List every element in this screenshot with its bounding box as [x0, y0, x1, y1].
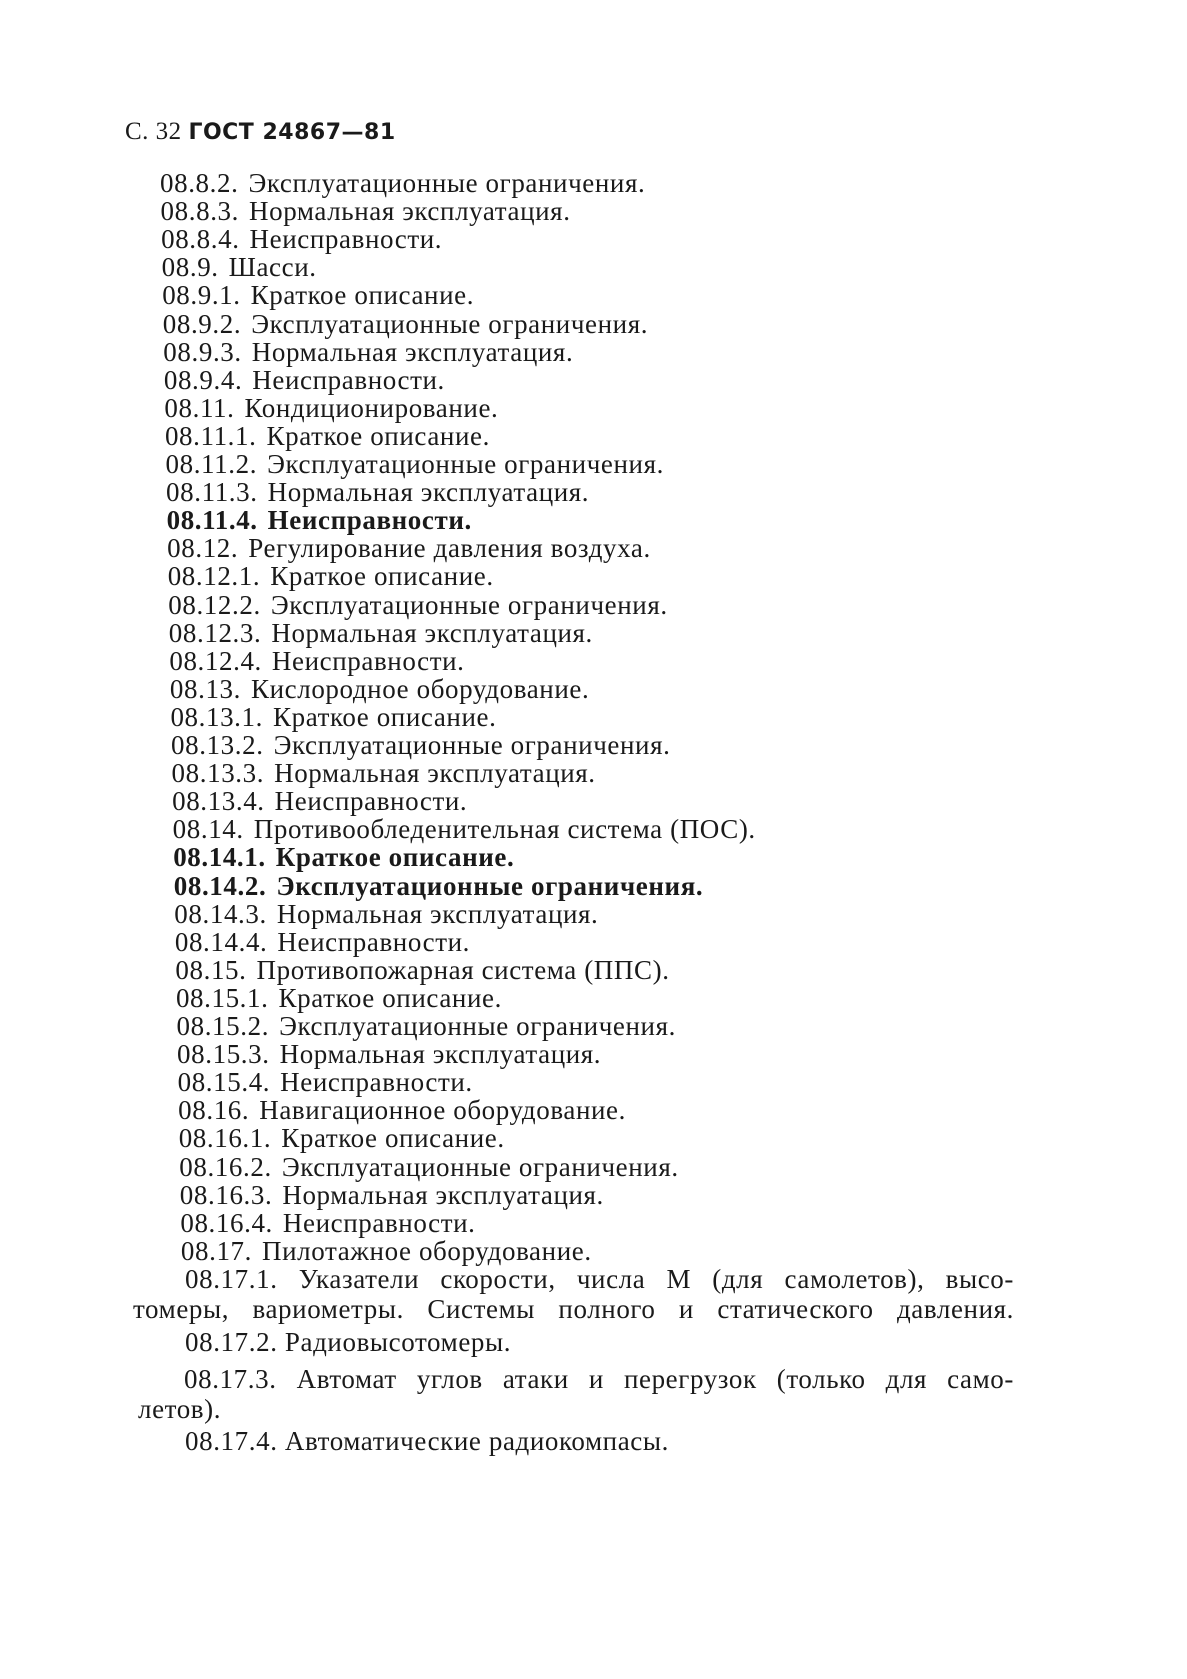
list-item: [174, 871, 704, 902]
item-number: 08.17.: [180, 1235, 252, 1266]
list-item: [172, 786, 467, 817]
item-number: 08.13.4.: [172, 786, 265, 817]
item-text: Неисправности.: [277, 926, 471, 957]
item-number: 08.13.2.: [171, 730, 264, 760]
list-item: [180, 1180, 604, 1211]
item-number: 08.9.: [161, 252, 219, 283]
list-item: [166, 449, 664, 480]
item-text: Нормальная эксплуатация.: [282, 1179, 604, 1210]
item-text: Неисправности.: [249, 224, 443, 255]
item-number: 08.11.1.: [164, 420, 257, 451]
item-number: 08.11.3.: [166, 477, 258, 508]
item-text: Неисправности.: [252, 364, 445, 395]
list-item: [160, 168, 645, 199]
list-item: [175, 927, 470, 958]
list-item: [162, 252, 317, 283]
document-code: ГОСТ 24867—81: [188, 120, 396, 145]
item-number: 08.9.3.: [163, 336, 242, 367]
item-number: 08.14.: [172, 814, 244, 845]
item-text: Неисправности.: [280, 1067, 473, 1098]
paragraph-line: 08.17.1. Указатели скорости, числа М (для самолетов), высо-: [185, 1264, 1014, 1294]
paragraph-line: летов).: [138, 1394, 222, 1424]
item-number: 08.14.2.: [173, 870, 267, 901]
list-item: [168, 590, 667, 621]
item-number: 08.16.1.: [178, 1123, 272, 1154]
item-text: Нормальная эксплуатация.: [267, 477, 590, 508]
list-item: [164, 365, 445, 396]
list-item: [179, 1123, 505, 1154]
item-number: 08.11.2.: [165, 449, 258, 479]
list-item: [178, 1095, 626, 1126]
item-number: 08.14.1.: [173, 842, 266, 873]
list-item: [166, 477, 589, 508]
item-number: 08.8.2.: [160, 168, 239, 198]
item-text: Пилотажное оборудование.: [262, 1235, 592, 1266]
list-item: [161, 196, 571, 227]
list-item: [167, 505, 472, 536]
item-number: 08.13.: [169, 673, 241, 704]
paragraph-line: томеры, вариометры. Системы полного и статического давления.: [133, 1294, 1014, 1324]
item-text: Эксплуатационные ограничения.: [267, 449, 664, 479]
item-text: Эксплуатационные ограничения.: [248, 168, 646, 198]
list-item: [174, 899, 598, 930]
paragraph-08-17-2: [185, 1327, 511, 1357]
item-text: Нормальная эксплуатация.: [251, 336, 574, 367]
item-text: Краткое описание.: [281, 1123, 505, 1154]
item-number: 08.15.4.: [177, 1067, 271, 1098]
item-text: Эксплуатационные ограничения.: [279, 1011, 676, 1041]
list-item: [165, 421, 490, 452]
list-item: [173, 842, 514, 873]
list-item: [177, 1011, 676, 1042]
item-text: Неисправности.: [274, 786, 468, 817]
list-item: [163, 337, 573, 368]
paragraph-08-17-4: [185, 1426, 669, 1456]
item-number: 08.9.2.: [162, 308, 242, 339]
paragraph-08-17-3: [138, 1364, 1014, 1424]
list-item: [173, 814, 756, 845]
list-item: [172, 758, 596, 789]
item-number: 08.16.2.: [179, 1151, 272, 1182]
page-header: [125, 118, 396, 146]
item-text: Противообледенительная система (ПОС).: [253, 814, 756, 845]
item-number: 08.13.3.: [171, 758, 265, 789]
list-item: [168, 561, 494, 592]
item-number: 08.12.3.: [168, 617, 262, 648]
list-item: [180, 1208, 475, 1239]
item-text: Противопожарная система (ППС).: [256, 954, 670, 985]
item-number: 08.11.: [164, 392, 235, 423]
item-text: Эксплуатационные ограничения.: [273, 730, 671, 760]
list-item: [169, 618, 593, 649]
item-number: 08.16.3.: [179, 1179, 273, 1210]
list-item: [181, 1236, 592, 1267]
item-text: Эксплуатационные ограничения.: [251, 308, 649, 339]
item-number: 08.8.4.: [161, 224, 240, 255]
item-number: 08.15.1.: [175, 982, 269, 1013]
item-number: 08.9.1.: [162, 280, 241, 311]
item-number: 08.15.3.: [177, 1039, 270, 1070]
item-text: Кондиционирование.: [244, 392, 499, 423]
item-text: Шасси.: [228, 252, 317, 283]
item-text: Нормальная эксплуатация.: [271, 617, 593, 648]
list-item: [167, 533, 651, 564]
item-text: Нормальная эксплуатация.: [274, 758, 596, 789]
item-text: Навигационное оборудование.: [259, 1095, 626, 1126]
list-item: [175, 955, 669, 986]
item-text: Неисправности.: [267, 505, 472, 536]
item-number: 08.12.4.: [169, 645, 262, 676]
item-text: Краткое описание.: [273, 701, 497, 732]
paragraph-line: 08.17.3. Автомат углов атаки и перегрузок (только для само-: [184, 1364, 1014, 1394]
item-text: Эксплуатационные ограничения.: [270, 589, 668, 620]
item-text: Кислородное оборудование.: [251, 673, 590, 704]
item-text: Краткое описание.: [270, 561, 494, 592]
list-item: [178, 1067, 473, 1098]
item-number: 08.14.3.: [174, 898, 267, 929]
item-text: Краткое описание.: [278, 982, 502, 1013]
list-item: [170, 674, 589, 705]
list-item: [162, 280, 474, 311]
item-text: Неисправности.: [271, 645, 465, 676]
item-text: Эксплуатационные ограничения.: [276, 870, 704, 901]
list-item: [169, 646, 464, 677]
item-text: Краткое описание.: [250, 280, 475, 311]
paragraph-line: 08.17.4. Автоматические радиокомпасы.: [185, 1426, 669, 1456]
item-number: 08.16.4.: [180, 1207, 273, 1238]
paragraph-08-17-1: [133, 1264, 1014, 1324]
item-number: 08.12.: [167, 533, 239, 564]
item-number: 08.16.: [178, 1095, 250, 1126]
item-number: 08.15.: [175, 954, 247, 985]
list-item: [170, 702, 496, 733]
list-item: [164, 393, 498, 424]
item-text: Краткое описание.: [266, 420, 490, 451]
item-number: 08.9.4.: [163, 364, 243, 395]
list-item: [176, 983, 502, 1014]
item-number: 08.12.2.: [168, 589, 261, 620]
item-number: 08.11.4.: [166, 505, 258, 536]
item-text: Регулирование давления воздуха.: [248, 533, 651, 564]
item-number: 08.14.4.: [174, 926, 268, 957]
item-text: Нормальная эксплуатация.: [249, 196, 571, 227]
page-number: С. 32: [125, 118, 182, 145]
item-number: 08.12.1.: [167, 561, 261, 592]
item-text: Эксплуатационные ограничения.: [281, 1151, 679, 1182]
item-text: Краткое описание.: [275, 842, 515, 873]
list-item: [163, 309, 648, 340]
item-number: 08.13.1.: [170, 701, 263, 732]
item-text: Неисправности.: [282, 1207, 476, 1238]
list-item: [179, 1152, 678, 1183]
list-item: [171, 730, 670, 761]
list-item: [177, 1039, 601, 1070]
item-text: Нормальная эксплуатация.: [279, 1039, 602, 1070]
item-text: Нормальная эксплуатация.: [276, 898, 599, 929]
item-number: 08.15.2.: [176, 1011, 270, 1041]
item-number: 08.8.3.: [160, 196, 239, 227]
list-item: [161, 224, 442, 255]
paragraph-line: 08.17.2. Радиовысотомеры.: [185, 1327, 512, 1357]
